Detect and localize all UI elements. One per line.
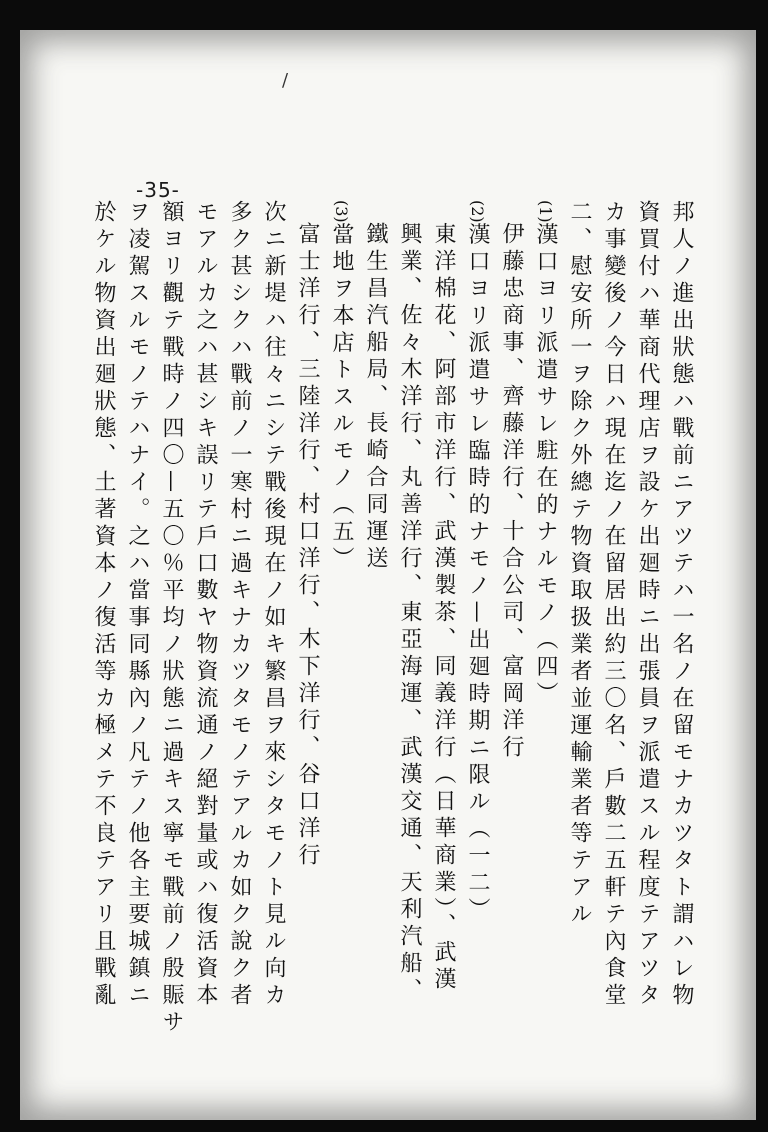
note-line: 當地ヲ本店トスルモノ（五） bbox=[329, 222, 354, 574]
note-2 bbox=[460, 200, 494, 1060]
note-line: 漢口ヨリ派遣サレ臨時的ナモノ—出廻時期ニ限ル（一二） bbox=[465, 222, 490, 925]
vertical-text-block bbox=[86, 200, 698, 1060]
body-line: 資買付ハ華商代理店ヲ設ケ出廻時ニ出張員ヲ派遣スル程度テアツタ bbox=[635, 200, 660, 1010]
body-line: 二、慰安所一ヲ除ク外總テ物資取扱業者並運輸業者等テアル bbox=[567, 200, 592, 929]
closing-line: 額ヨリ觀テ戰時ノ四〇—五〇％平均ノ狀態ニ過キス寧モ戰前ノ殷賑サ bbox=[159, 200, 184, 1037]
closing-line: ヲ凌駕スルモノテハナイ。之ハ當事同縣內ノ凡テノ他各主要城鎮ニ bbox=[125, 200, 150, 1010]
note-line: 興業、佐々木洋行、丸善洋行、東亞海運、武漢交通、天利汽船、 bbox=[397, 222, 422, 1005]
document-page bbox=[20, 30, 756, 1120]
note-1 bbox=[528, 200, 562, 1060]
note-line: 伊藤忠商事、齊藤洋行、十合公司、富岡洋行 bbox=[499, 222, 524, 762]
body-line: 邦人ノ進出狀態ハ戰前ニアツテハ一名ノ在留モナカツタト謂ハレ物 bbox=[669, 200, 694, 1010]
stray-mark: / bbox=[282, 70, 289, 91]
closing-line: 多ク甚シクハ戰前ノ一寒村ニ過キナカツタモノテアルカ如ク說ク者 bbox=[227, 200, 252, 1010]
note-line: 富士洋行、三陸洋行、村口洋行、木下洋行、谷口洋行 bbox=[295, 222, 320, 870]
page-number: -35- bbox=[136, 178, 180, 202]
closing-line: 次ニ新堤ハ往々ニシテ戰後現在ノ如キ繁昌ヲ來シタモノト見ル向カ bbox=[261, 200, 286, 1010]
note-3 bbox=[324, 200, 358, 1060]
closing-line: モアルカ之ハ甚シキ誤リテ戶口數ヤ物資流通ノ絕對量或ハ復活資本 bbox=[193, 200, 218, 1010]
note-line: 鐵生昌汽船局、長崎合同運送 bbox=[363, 222, 388, 573]
note-number: (1) bbox=[536, 200, 555, 223]
note-number: (3) bbox=[332, 200, 351, 223]
note-line: 漢口ヨリ派遣サレ駐在的ナルモノ（四） bbox=[533, 222, 558, 709]
body-line: カ事變後ノ今日ハ現在迄ノ在留居出約三〇名、戶數二五軒テ內食堂 bbox=[601, 200, 626, 1010]
closing-line: 於ケル物資出廻狀態、土著資本ノ復活等カ極メテ不良テアリ且戰亂 bbox=[91, 200, 116, 1010]
note-number: (2) bbox=[468, 200, 487, 223]
note-line: 東洋棉花、阿部市洋行、武漢製茶、同義洋行（日華商業）、武漢 bbox=[431, 222, 456, 994]
